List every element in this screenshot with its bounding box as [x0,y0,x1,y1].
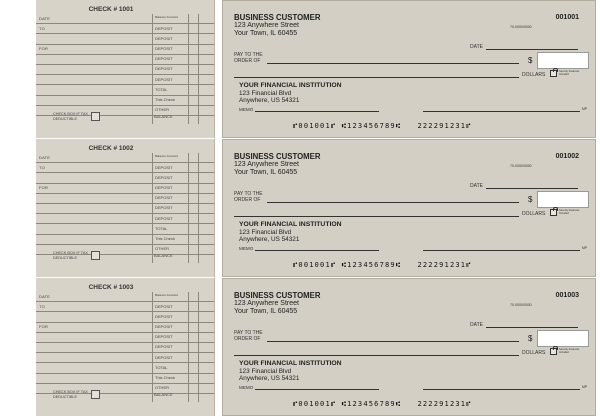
routing-fraction: 70-0000/0000 [510,164,532,168]
stub-deposit-label: DEPOSIT [155,174,173,180]
bank-street: 123 Financial Blvd [239,368,292,375]
stub-tax-deductible-label: CHECK BOX IF TAX DEDUCTIBLE [53,251,88,260]
order-of-text: ORDER OF [234,196,261,203]
amount-words-field[interactable] [234,355,519,356]
micr-line: ⑈001001⑈ ⑆123456789⑆ 222291231⑈ [293,400,472,408]
stub-deposit-label: DEPOSIT [155,303,173,309]
stub-balance-label: BALANCE [154,253,173,258]
stub-column-line [188,14,189,124]
dollar-sign: $ [528,56,533,65]
dollars-label: DOLLARS [522,211,546,217]
customer-name: BUSINESS CUSTOMER [234,152,321,161]
stub-check-number: CHECK # 1002 [88,145,134,152]
stub-deposit-label: DEPOSIT [155,56,173,62]
bank-street: 123 Financial Blvd [239,90,292,97]
micr-line: ⑈001001⑈ ⑆123456789⑆ 222291231⑈ [293,122,472,130]
tax-deductible-checkbox[interactable] [91,251,100,260]
customer-name: BUSINESS CUSTOMER [234,13,321,22]
mp-mark: MP [582,107,588,111]
bank-street: 123 Financial Blvd [239,229,292,236]
signature-line[interactable] [423,389,580,390]
stub-deposit-label: DEPOSIT [155,164,173,170]
stub-column-line [188,153,189,263]
padlock-icon [550,209,557,216]
customer-street: 123 Anywhere Street [234,300,299,307]
memo-field[interactable] [255,389,379,390]
stub-deposit-label: DEPOSIT [155,205,173,211]
security-features-text: Security Features Included [559,70,580,76]
stub-balance-forward-label: Balance Forward [155,292,178,297]
payee-field[interactable] [267,202,519,203]
check-stub [36,278,215,416]
check-number: 001001 [555,14,579,21]
stub-check-number: CHECK # 1001 [88,6,134,13]
bank-name: YOUR FINANCIAL INSTITUTION [239,360,342,367]
stub-this-check-label: This Check [155,375,176,380]
dollar-sign: $ [528,195,533,204]
stub-column-line [198,14,199,124]
stub-for-label: FOR [39,46,49,52]
signature-line[interactable] [423,250,580,251]
amount-box[interactable] [537,330,589,347]
stub-for-label: FOR [39,324,49,330]
stub-balance-label: BALANCE [154,114,173,119]
check [222,0,596,138]
stub-total-label: TOTAL [155,364,168,370]
stub-to-label: TO [39,25,45,31]
customer-city: Your Town, IL 60455 [234,308,298,315]
stub-column-line [188,292,189,402]
check [222,139,596,277]
stub-deposit-label: DEPOSIT [155,195,173,201]
bank-name: YOUR FINANCIAL INSTITUTION [239,221,342,228]
stub-deposit-label: DEPOSIT [155,324,173,330]
pay-to-label [234,331,263,342]
pay-to-the-text: PAY TO THE [234,330,263,336]
stub-column-line [198,292,199,402]
check-number: 001003 [555,292,579,299]
date-label: DATE [470,44,483,50]
padlock-icon [550,70,557,77]
customer-city: Your Town, IL 60455 [234,169,298,176]
dollars-label: DOLLARS [522,72,546,78]
customer-street: 123 Anywhere Street [234,161,299,168]
customer-name: BUSINESS CUSTOMER [234,291,321,300]
date-label: DATE [470,322,483,328]
dollar-sign: $ [528,334,533,343]
stub-deposit-label: DEPOSIT [155,25,173,31]
stub-date-label: DATE [39,15,51,21]
stub-tax-deductible-label: CHECK BOX IF TAX DEDUCTIBLE [53,390,88,399]
date-field[interactable] [486,327,578,328]
stub-check-number: CHECK # 1003 [88,284,134,291]
stub-balance-forward-label: Balance Forward [155,14,178,19]
stub-deposit-label: DEPOSIT [155,354,173,360]
amount-box[interactable] [537,52,589,69]
stub-tax-row [36,249,214,263]
date-field[interactable] [486,188,578,189]
routing-fraction: 70-0000/0000 [510,303,532,307]
bank-name: YOUR FINANCIAL INSTITUTION [239,82,342,89]
stub-total-label: TOTAL [155,86,168,92]
stub-for-label: FOR [39,185,49,191]
security-features-text: Security Features Included [559,348,580,354]
stub-deposit-label: DEPOSIT [155,46,173,52]
stub-to-label: TO [39,164,45,170]
check-set [0,139,600,277]
check-stub [36,0,215,138]
stub-column-line [152,292,153,402]
amount-box[interactable] [537,191,589,208]
tax-deductible-checkbox[interactable] [91,112,100,121]
pay-to-label [234,192,263,203]
tax-deductible-checkbox[interactable] [91,390,100,399]
stub-tax-row [36,388,214,402]
customer-city: Your Town, IL 60455 [234,30,298,37]
date-field[interactable] [486,49,578,50]
stub-balance-label: BALANCE [154,392,173,397]
stub-date-label: DATE [39,154,51,160]
stub-deposit-label: DEPOSIT [155,215,173,221]
customer-street: 123 Anywhere Street [234,22,299,29]
bank-city: Anywhere, US 54321 [239,375,300,382]
signature-line[interactable] [423,111,580,112]
stub-balance-forward-label: Balance Forward [155,153,178,158]
stub-column-line [152,153,153,263]
check-number: 001002 [555,153,579,160]
security-features-text: Security Features Included [559,209,580,215]
memo-label: MEMO [239,385,254,390]
stub-this-check-label: This Check [155,97,176,102]
mp-mark: MP [582,385,588,389]
mp-mark: MP [582,246,588,250]
stub-deposit-label: DEPOSIT [155,35,173,41]
check-set [0,0,600,138]
check-stub [36,139,215,277]
pay-to-the-text: PAY TO THE [234,191,263,197]
date-label: DATE [470,183,483,189]
check [222,278,596,416]
memo-field[interactable] [255,250,379,251]
stub-this-check-label: This Check [155,236,176,241]
payee-field[interactable] [267,63,519,64]
stub-deposit-label: DEPOSIT [155,76,173,82]
stub-column-line [198,153,199,263]
payee-field[interactable] [267,341,519,342]
pay-to-the-text: PAY TO THE [234,52,263,58]
memo-field[interactable] [255,111,379,112]
memo-label: MEMO [239,246,254,251]
amount-words-field[interactable] [234,216,519,217]
padlock-icon [550,348,557,355]
stub-deposit-label: DEPOSIT [155,344,173,350]
routing-fraction: 70-0000/0000 [510,25,532,29]
bank-city: Anywhere, US 54321 [239,97,300,104]
stub-to-label: TO [39,303,45,309]
stub-date-label: DATE [39,293,51,299]
stub-total-label: TOTAL [155,225,168,231]
stub-deposit-label: DEPOSIT [155,334,173,340]
order-of-text: ORDER OF [234,57,261,64]
stub-deposit-label: DEPOSIT [155,66,173,72]
stub-tax-row [36,110,214,124]
micr-line: ⑈001001⑈ ⑆123456789⑆ 222291231⑈ [293,261,472,269]
memo-label: MEMO [239,107,254,112]
stub-other-label: OTHER [155,246,169,252]
dollars-label: DOLLARS [522,350,546,356]
stub-deposit-label: DEPOSIT [155,313,173,319]
stub-deposit-label: DEPOSIT [155,185,173,191]
amount-words-field[interactable] [234,77,519,78]
stub-column-line [152,14,153,124]
order-of-text: ORDER OF [234,335,261,342]
stub-other-label: OTHER [155,107,169,113]
check-set [0,278,600,416]
bank-city: Anywhere, US 54321 [239,236,300,243]
pay-to-label [234,53,263,64]
stub-tax-deductible-label: CHECK BOX IF TAX DEDUCTIBLE [53,112,88,121]
stub-other-label: OTHER [155,385,169,391]
